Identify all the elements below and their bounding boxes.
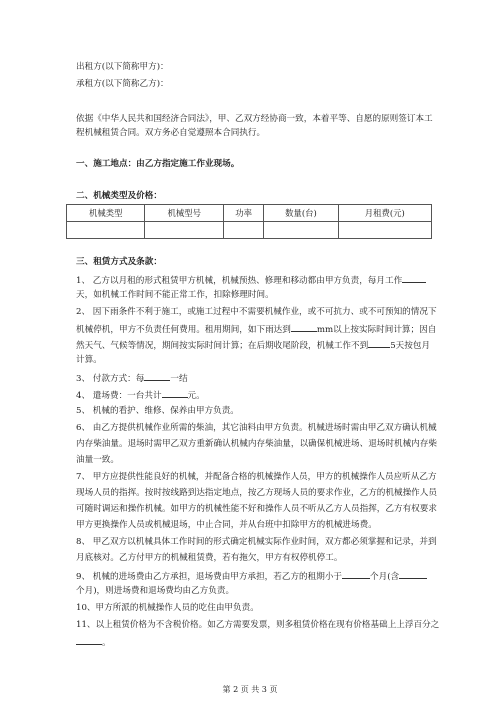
fill-blank	[342, 569, 370, 579]
table-cell	[338, 222, 431, 239]
clause-text: 9、 机械的进场费由乙方承担，退场费由甲方承担，若乙方的租期小于	[76, 572, 343, 582]
machine-table	[66, 204, 432, 239]
clause-text: 4、 遣场费：一台共计	[76, 391, 162, 401]
clause-text: 3、 付款方式：每	[76, 374, 145, 384]
clause-text: mm以上按实际时间计算；因自	[316, 325, 437, 335]
clause-6-line-1: 6、 由乙方提供机械作业所需的柴油，其它油料由甲方负责。机械进场时需由甲乙双方确认机械	[76, 423, 437, 433]
clause-7-line-2: 现场人员的指挥。按时按线路到达指定地点，按乙方现场人员的要求作业，乙方的机械操作人员	[76, 488, 437, 498]
clause-text: 元。	[187, 391, 205, 401]
clause-8-line-2: 月底核对。乙方付甲方的机械租赁费，若有拖欠，甲方有权停机停工。	[76, 553, 343, 563]
table-cell	[145, 222, 223, 239]
clause-text: 。	[102, 638, 111, 648]
table-row	[67, 222, 432, 239]
clause-text: 然天气、气候等情况，期间按实际时间计算；在后期收尾阶段，机械工作不到	[76, 341, 369, 351]
clause-4	[76, 388, 205, 402]
table-cell	[223, 222, 263, 239]
table-cell	[67, 222, 145, 239]
clause-text: 一结	[170, 374, 188, 384]
clause-11-line-1: 11、以上租赁价格为不含税价格。如乙方需要发票，则多租赁价格在现有价格基础上上浮百分之	[76, 620, 440, 630]
section-2-heading: 二、机械类型及价格：	[76, 191, 162, 201]
fill-blank	[399, 569, 427, 579]
fill-blank	[368, 338, 390, 348]
table-header: 数量(台)	[264, 205, 338, 222]
clause-5: 5、 机械的看护、维修、保养由甲方负责。	[76, 406, 239, 416]
clause-2-line-2	[76, 322, 436, 336]
clause-11-line-2	[76, 635, 111, 649]
table-header: 机械类型	[67, 205, 145, 222]
clause-2-line-3	[76, 338, 430, 352]
intro-line-1: 依据《中华人民共和国经济合同法》，甲、乙双方经协商一致，本着平等、自愿的原则签订本工	[76, 114, 433, 124]
clause-7-line-3: 可随时调运和操作机械。如甲方的机械性能不好和操作人员不听从乙方人员指挥，乙方有权要求	[76, 504, 437, 514]
lessee-line: 承租方(以下简称乙方)：	[76, 79, 169, 89]
clause-1-line-1	[76, 273, 426, 287]
fill-blank	[291, 322, 317, 332]
clause-text: 5天按包月	[390, 341, 431, 351]
table-header: 月租费(元)	[338, 205, 431, 222]
section-3-heading: 三、租赁方式及条款：	[76, 257, 162, 267]
table-header: 机械型号	[145, 205, 223, 222]
lessor-line: 出租方(以下简称甲方)：	[76, 62, 169, 72]
clause-text: 机械停机，甲方不负责任何费用。租用期间，如下雨达到	[76, 325, 291, 335]
section-1-heading: 一、施工地点：由乙方指定施工作业现场。	[76, 159, 240, 169]
clause-2-line-4: 计算。	[76, 355, 102, 365]
clause-7-line-1: 7、 甲方应提供性能良好的机械，并配备合格的机械操作人员，甲方的机械操作人员应听从乙方	[76, 472, 437, 482]
fill-blank	[402, 273, 426, 283]
clause-text: 个月(含	[370, 572, 400, 582]
clause-9-line-2: 个月)，则进场费和退场费均由乙方负责。	[76, 586, 235, 596]
intro-line-2: 程机械租赁合同。双方务必自觉遵照本合同执行。	[76, 128, 266, 138]
table-header-row	[67, 205, 432, 222]
fill-blank	[144, 371, 170, 381]
clause-1-line-2: 天，如机械工作时间不能正常工作，扣除修理时间。	[76, 290, 274, 300]
clause-3	[76, 371, 188, 385]
clause-text: 1、 乙方以月租的形式租赁甲方机械，机械预热、修理和移动都由甲方负责，每月工作	[76, 276, 403, 286]
clause-9-line-1	[76, 569, 427, 583]
clause-10: 10、甲方所派的机械操作人员的吃住由甲负责。	[76, 603, 259, 613]
clause-8-line-1: 8、 甲乙双方以机械具体工作时间的形式确定机械实际作业时间，双方都必须掌握和记录，并到	[76, 537, 437, 547]
clause-7-line-4: 甲方更换操作人员或机械退场，中止合同，并从台班中扣除甲方的机械进场费。	[76, 520, 377, 530]
clause-2-line-1: 2、 因下雨条件不利于施工，或施工过程中不需要机械作业，或不可抗力、或不可预知的情况下	[76, 307, 437, 317]
fill-blank	[162, 388, 188, 398]
clause-6-line-3: 油量一致。	[76, 455, 119, 465]
table-cell	[264, 222, 338, 239]
fill-blank	[76, 635, 102, 645]
clause-6-line-2: 内存柴油量。退场时需甲乙双方重新确认机械内存柴油量，以确保机械进场、退场时机械内存柴	[76, 439, 437, 449]
table-header: 功率	[223, 205, 263, 222]
page-footer: 第 2 页 共 3 页	[222, 685, 278, 694]
